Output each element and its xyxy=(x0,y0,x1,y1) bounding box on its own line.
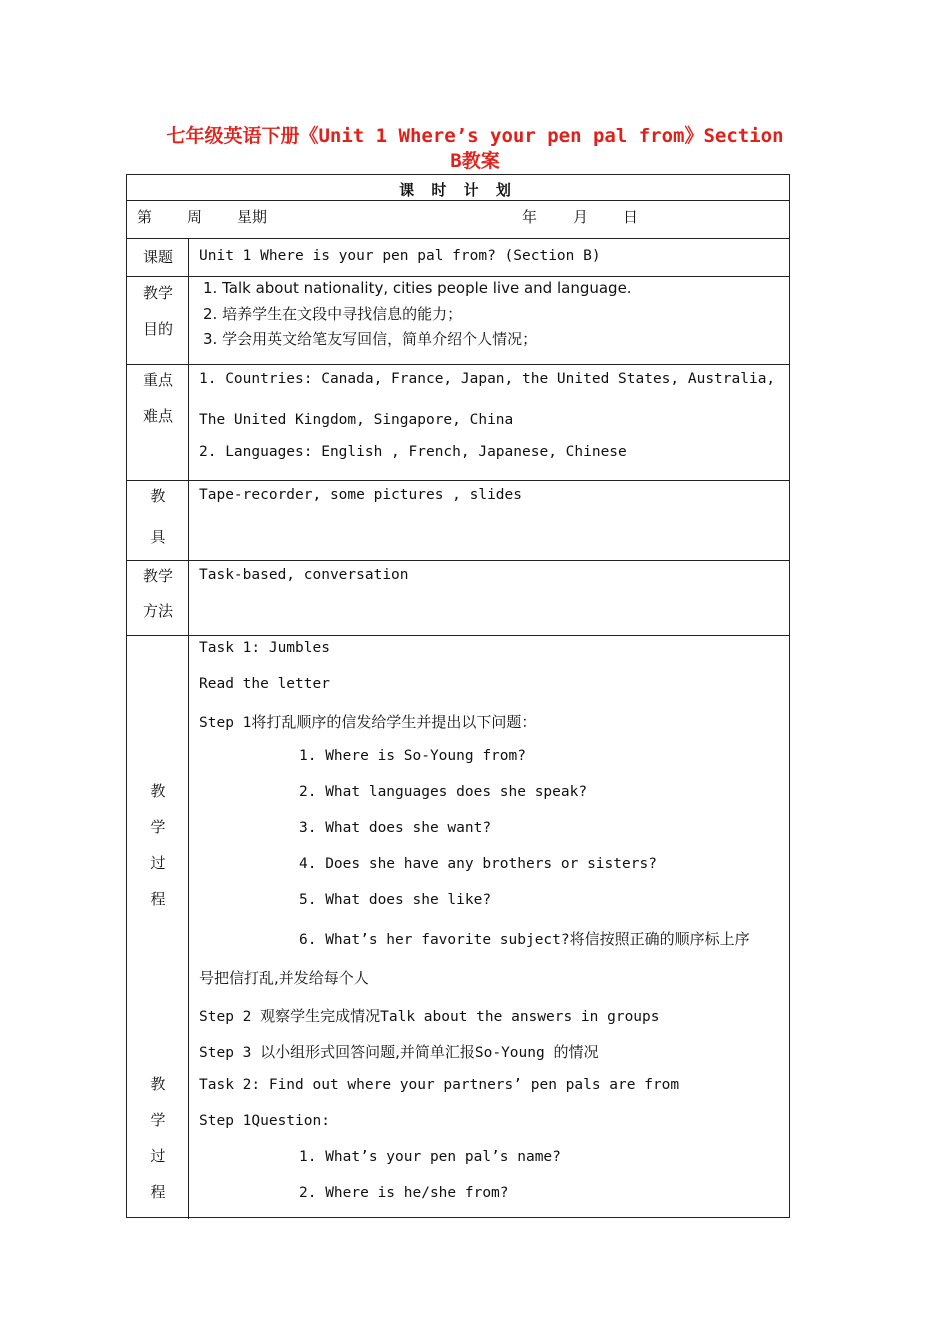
teaching-process-content xyxy=(189,636,789,1219)
question-item-6: 6. What’s her favorite subject?将信按照正确的顺序标上序 xyxy=(299,930,750,948)
teaching-method-label-1: 教学 xyxy=(142,567,173,585)
teaching-method-content xyxy=(189,561,789,635)
teaching-method-text: Task-based, conversation xyxy=(199,567,409,583)
key-points-label-2: 难点 xyxy=(142,407,173,425)
teaching-process-row xyxy=(127,636,789,1219)
plan-header-title: 课 时 计 划 xyxy=(399,181,517,199)
key-points-line: 2. Languages: English , French, Japanese, Chinese xyxy=(199,444,627,460)
step-3-line: Step 3 以小组形式回答问题,并简单汇报So-Young 的情况 xyxy=(199,1043,599,1061)
step-1-line: Step 1将打乱顺序的信发给学生并提出以下问题： xyxy=(199,713,537,731)
key-points-label-cell xyxy=(127,365,189,480)
lesson-plan-table xyxy=(126,174,790,1218)
key-points-row xyxy=(127,365,789,481)
step-2-line: Step 2 观察学生完成情况Talk about the answers in groups xyxy=(199,1007,660,1025)
key-points-line: The United Kingdom, Singapore, China xyxy=(199,412,514,428)
document-title-line-2: B教案 xyxy=(450,150,500,172)
read-letter-line: Read the letter xyxy=(199,676,330,692)
question-item: 1. What’s your pen pal’s name? xyxy=(299,1149,561,1165)
topic-label: 课题 xyxy=(142,248,173,266)
objective-item: 2. 培养学生在文段中寻找信息的能力； xyxy=(203,305,463,323)
question-item: 3. What does she want? xyxy=(299,820,492,836)
process-label-char: 教 xyxy=(150,1075,166,1093)
topic-text: Unit 1 Where is your pen pal from? (Section B) xyxy=(199,248,601,264)
teaching-method-label-2: 方法 xyxy=(142,602,173,620)
key-points-line: 1. Countries: Canada, France, Japan, the United States, Australia, xyxy=(199,371,776,387)
week-unit: 周 xyxy=(187,208,203,226)
teaching-process-label-cell xyxy=(127,636,189,1219)
teaching-method-row xyxy=(127,561,789,636)
process-label-char: 程 xyxy=(150,1183,166,1201)
teaching-aids-content xyxy=(189,481,789,560)
objectives-label-cell xyxy=(127,277,189,364)
objective-item: 3. 学会用英文给笔友写回信，简单介绍个人情况； xyxy=(203,330,538,348)
step-1-question-line: Step 1Question: xyxy=(199,1113,330,1129)
weekday-label: 星期 xyxy=(237,208,268,226)
wrap-line: 号把信打乱,并发给每个人 xyxy=(199,969,369,987)
teaching-method-label-cell xyxy=(127,561,189,635)
day-label: 日 xyxy=(623,208,639,226)
process-label-char: 过 xyxy=(150,854,166,872)
teaching-aids-label-1: 教 xyxy=(150,487,166,505)
teaching-aids-text: Tape-recorder, some pictures , slides xyxy=(199,487,523,503)
teaching-aids-label-cell xyxy=(127,481,189,560)
question-item: 4. Does she have any brothers or sisters? xyxy=(299,856,657,872)
objectives-content xyxy=(189,277,789,364)
question-item: 2. Where is he/she from? xyxy=(299,1185,509,1201)
topic-content xyxy=(189,239,789,276)
teaching-aids-label-2: 具 xyxy=(150,528,166,546)
key-points-label-1: 重点 xyxy=(142,371,173,389)
week-label: 第 xyxy=(137,208,153,226)
topic-label-cell xyxy=(127,239,189,276)
task-1-heading: Task 1: Jumbles xyxy=(199,640,330,656)
question-item: 5. What does she like? xyxy=(299,892,492,908)
objective-item: 1. Talk about nationality, cities people live and language. xyxy=(203,279,632,297)
document-title xyxy=(140,124,810,174)
question-item: 2. What languages does she speak? xyxy=(299,784,588,800)
teaching-aids-row xyxy=(127,481,789,561)
task-2-heading: Task 2: Find out where your partners’ pen pals are from xyxy=(199,1077,680,1093)
process-label-char: 学 xyxy=(150,818,166,836)
document-title-line-1: 七年级英语下册《Unit 1 Where’s your pen pal from》Section xyxy=(166,125,784,147)
question-item: 1. Where is So-Young from? xyxy=(299,748,526,764)
process-label-char: 过 xyxy=(150,1147,166,1165)
objectives-row xyxy=(127,277,789,365)
date-row xyxy=(127,201,789,239)
key-points-content xyxy=(189,365,789,480)
objectives-label-2: 目的 xyxy=(142,320,173,338)
process-label-char: 教 xyxy=(150,782,166,800)
process-label-char: 学 xyxy=(150,1111,166,1129)
process-label-char: 程 xyxy=(150,890,166,908)
plan-header-row xyxy=(127,175,789,201)
topic-row xyxy=(127,239,789,277)
objectives-label-1: 教学 xyxy=(142,284,173,302)
year-label: 年 xyxy=(522,208,538,226)
month-label: 月 xyxy=(573,208,589,226)
